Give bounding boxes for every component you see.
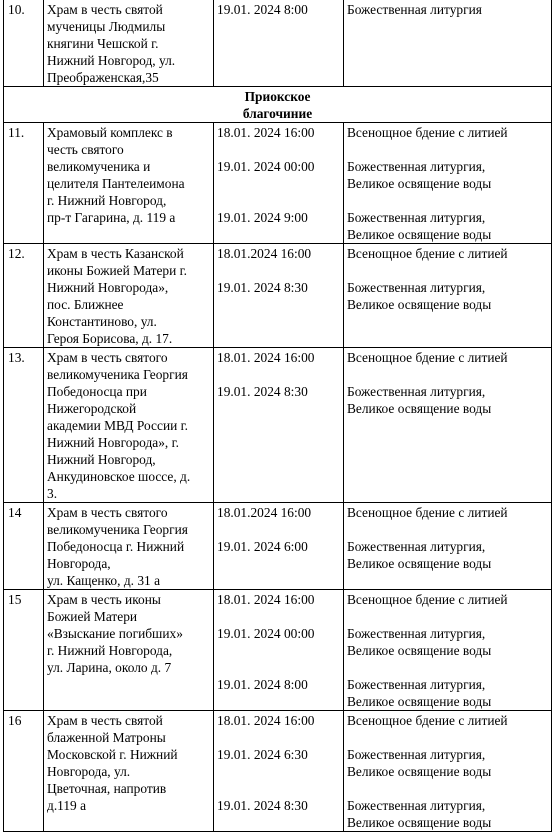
temple-line: великомученика Георгия <box>47 522 188 537</box>
service-date: 19.01. 2024 8:00 <box>217 677 308 692</box>
service-cell <box>343 590 552 710</box>
table-row <box>3 503 552 590</box>
service-cell <box>343 711 552 831</box>
service-date: 18.01. 2024 16:00 <box>217 350 315 365</box>
row-number: 16 <box>3 711 43 831</box>
service-name: Великое освящение воды <box>347 401 492 416</box>
service-name: Всенощное бдение с литией <box>347 350 508 365</box>
service-cell: Божественная литургия <box>343 0 552 86</box>
temple-line: Нижний Новгорода», г. <box>47 435 179 450</box>
service-date: 18.01.2024 16:00 <box>217 246 312 261</box>
temple-line: Новгорода, <box>47 556 111 571</box>
date-cell: 19.01. 2024 8:00 <box>213 0 343 86</box>
service-name: Великое освящение воды <box>347 556 492 571</box>
temple-line: ул. Кащенко, д. 31 а <box>47 573 161 588</box>
service-name: Всенощное бдение с литией <box>347 246 508 261</box>
temple-line: Божией Матери <box>47 609 138 624</box>
service-cell <box>343 348 552 502</box>
date-cell <box>213 503 343 589</box>
service-name: Всенощное бдение с литией <box>347 713 508 728</box>
service-date: 19.01. 2024 6:30 <box>217 747 308 762</box>
service-name: Великое освящение воды <box>347 643 492 658</box>
date-cell <box>213 244 343 347</box>
temple-line: Константиново, ул. <box>47 314 157 329</box>
temple-cell <box>43 711 213 831</box>
service-date: 18.01. 2024 16:00 <box>217 713 315 728</box>
service-cell <box>343 123 552 243</box>
date-cell <box>213 590 343 710</box>
row-number: 13. <box>3 348 43 502</box>
row-number: 15 <box>3 590 43 710</box>
table-row <box>3 711 552 832</box>
service-name: Всенощное бдение с литией <box>347 592 508 607</box>
temple-line: ул. Ларина, около д. 7 <box>47 660 172 675</box>
table-row <box>3 0 552 87</box>
temple-line: Храм в честь святого <box>47 350 168 365</box>
temple-line: Храм в честь Казанской <box>47 246 184 261</box>
temple-cell <box>43 244 213 347</box>
service-date: 19.01. 2024 9:00 <box>217 210 308 225</box>
service-date: 19.01. 2024 00:00 <box>217 626 315 641</box>
temple-line: Храм в честь иконы <box>47 592 161 607</box>
service-name: Божественная литургия, <box>347 159 486 174</box>
table-row <box>3 123 552 244</box>
temple-line: Анкудиновское шоссе, д. <box>47 469 191 484</box>
service-name: Великое освящение воды <box>347 227 492 242</box>
row-number: 14 <box>3 503 43 589</box>
service-date: 19.01. 2024 8:30 <box>217 384 308 399</box>
temple-cell <box>43 123 213 243</box>
temple-line: Нижегородской <box>47 401 137 416</box>
temple-line: честь святого <box>47 142 124 157</box>
service-name: Божественная литургия, <box>347 626 486 641</box>
service-name: Великое освящение воды <box>347 694 492 709</box>
temple-line: блаженной Матроны <box>47 730 166 745</box>
schedule-table <box>3 0 552 832</box>
service-date: 19.01. 2024 8:30 <box>217 280 308 295</box>
temple-line: Нижний Новгород, <box>47 452 156 467</box>
table-row <box>3 348 552 503</box>
temple-line: пр-т Гагарина, д. 119 а <box>47 210 176 225</box>
temple-line: Победоносца г. Нижний <box>47 539 185 554</box>
date-cell <box>213 711 343 831</box>
section-title-line1: Приокское <box>244 89 311 104</box>
temple-cell <box>43 348 213 502</box>
table-row <box>3 244 552 348</box>
service-name: Великое освящение воды <box>347 815 492 830</box>
date-cell <box>213 123 343 243</box>
temple-line: Храм в честь святой <box>47 713 163 728</box>
row-number: 10. <box>3 0 43 86</box>
service-date: 18.01.2024 16:00 <box>217 505 312 520</box>
service-name: Божественная литургия, <box>347 210 486 225</box>
service-cell <box>343 503 552 589</box>
service-date: 19.01. 2024 6:00 <box>217 539 308 554</box>
temple-line: Цветочная, напротив <box>47 781 167 796</box>
temple-line: великомученика Георгия <box>47 367 188 382</box>
service-name: Божественная литургия, <box>347 384 486 399</box>
table-row <box>3 590 552 711</box>
temple-line: Храмовый комплекс в <box>47 125 173 140</box>
row-number: 12. <box>3 244 43 347</box>
service-name: Всенощное бдение с литией <box>347 125 508 140</box>
temple-cell: Храм в честь святой мученицы Людмилы княгини Чешской г. Нижний Новгород, ул. Преображенская,35 <box>43 0 213 86</box>
service-name: Всенощное бдение с литией <box>347 505 508 520</box>
temple-line: Московской г. Нижний <box>47 747 178 762</box>
section-title-line2: благочиние <box>242 106 313 121</box>
temple-line: иконы Божией Матери г. <box>47 263 187 278</box>
service-date: 19.01. 2024 00:00 <box>217 159 315 174</box>
service-name: Великое освящение воды <box>347 297 492 312</box>
temple-cell <box>43 503 213 589</box>
temple-line: г. Нижний Новгород, <box>47 193 167 208</box>
service-name: Божественная литургия, <box>347 798 486 813</box>
service-name: Великое освящение воды <box>347 764 492 779</box>
row-number: 11. <box>3 123 43 243</box>
temple-line: пос. Ближнее <box>47 297 124 312</box>
temple-cell <box>43 590 213 710</box>
service-name: Божественная литургия, <box>347 677 486 692</box>
service-name: Великое освящение воды <box>347 176 492 191</box>
service-date: 19.01. 2024 8:30 <box>217 798 308 813</box>
temple-line: Героя Борисова, д. 17. <box>47 331 173 346</box>
temple-line: Победоносца при <box>47 384 147 399</box>
temple-line: «Взыскание погибших» <box>47 626 183 641</box>
service-name: Божественная литургия, <box>347 747 486 762</box>
temple-line: великомученика и <box>47 159 151 174</box>
temple-line: 3. <box>47 486 58 501</box>
temple-line: Новгорода, ул. <box>47 764 131 779</box>
temple-line: целителя Пантелеимона <box>47 176 185 191</box>
service-name: Божественная литургия, <box>347 539 486 554</box>
section-heading <box>3 87 552 123</box>
temple-line: Нижний Новгорода», <box>47 280 169 295</box>
service-name: Божественная литургия, <box>347 280 486 295</box>
service-date: 18.01. 2024 16:00 <box>217 592 315 607</box>
service-date: 18.01. 2024 16:00 <box>217 125 315 140</box>
service-cell <box>343 244 552 347</box>
temple-line: г. Нижний Новгорода, <box>47 643 173 658</box>
temple-line: Храм в честь святого <box>47 505 168 520</box>
date-cell <box>213 348 343 502</box>
temple-line: академии МВД России г. <box>47 418 188 433</box>
temple-line: д.119 а <box>47 798 87 813</box>
